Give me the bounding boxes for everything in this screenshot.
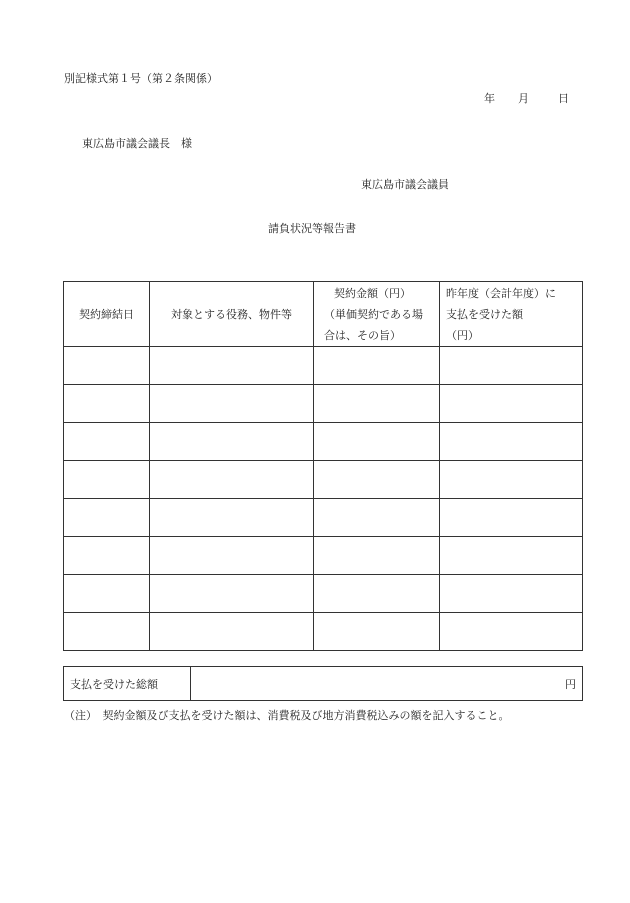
table-row[interactable]	[64, 347, 583, 385]
date-day: 日	[558, 92, 569, 105]
cell-amount[interactable]	[314, 613, 440, 651]
cell-target[interactable]	[150, 385, 314, 423]
cell-target[interactable]	[150, 461, 314, 499]
table-row[interactable]	[64, 613, 583, 651]
table-row[interactable]	[64, 575, 583, 613]
table-row[interactable]	[64, 461, 583, 499]
header-amount	[314, 282, 440, 347]
cell-amount[interactable]	[314, 499, 440, 537]
header-amount-line: （単価契約である場	[324, 307, 423, 321]
cell-target[interactable]	[150, 575, 314, 613]
cell-contract-date[interactable]	[64, 499, 150, 537]
date-year: 年	[484, 92, 495, 105]
addressee: 東広島市議会議長 様	[82, 137, 192, 150]
table-row[interactable]	[64, 499, 583, 537]
cell-contract-date[interactable]	[64, 423, 150, 461]
cell-paid[interactable]	[440, 385, 583, 423]
header-paid-line: （円）	[446, 328, 479, 342]
cell-amount[interactable]	[314, 423, 440, 461]
footnote: （注） 契約金額及び支払を受けた額は、消費税及び地方消費税込みの額を記入すること。	[64, 709, 510, 722]
report-table	[63, 281, 583, 651]
cell-paid[interactable]	[440, 537, 583, 575]
cell-target[interactable]	[150, 347, 314, 385]
header-paid	[440, 282, 583, 347]
table-row[interactable]	[64, 385, 583, 423]
cell-amount[interactable]	[314, 347, 440, 385]
total-unit: 円	[565, 677, 576, 691]
header-paid-line: 支払を受けた額	[446, 307, 523, 321]
cell-paid[interactable]	[440, 499, 583, 537]
cell-paid[interactable]	[440, 347, 583, 385]
cell-paid[interactable]	[440, 575, 583, 613]
document-title: 請負状況等報告書	[268, 222, 356, 235]
cell-paid[interactable]	[440, 613, 583, 651]
cell-contract-date[interactable]	[64, 385, 150, 423]
cell-amount[interactable]	[314, 537, 440, 575]
cell-target[interactable]	[150, 537, 314, 575]
header-paid-line: 昨年度（会計年度）に	[446, 286, 556, 300]
cell-target[interactable]	[150, 613, 314, 651]
cell-contract-date[interactable]	[64, 461, 150, 499]
total-table	[63, 666, 583, 701]
cell-contract-date[interactable]	[64, 537, 150, 575]
cell-amount[interactable]	[314, 575, 440, 613]
date-line	[484, 90, 569, 106]
table-header-row	[64, 282, 583, 347]
form-number: 別記様式第１号（第２条関係）	[64, 72, 218, 85]
cell-target[interactable]	[150, 423, 314, 461]
cell-contract-date[interactable]	[64, 347, 150, 385]
cell-target[interactable]	[150, 499, 314, 537]
sender: 東広島市議会議員	[361, 178, 449, 191]
cell-amount[interactable]	[314, 385, 440, 423]
cell-paid[interactable]	[440, 461, 583, 499]
table-row[interactable]	[64, 537, 583, 575]
cell-contract-date[interactable]	[64, 575, 150, 613]
cell-amount[interactable]	[314, 461, 440, 499]
total-label: 支払を受けた総額	[64, 667, 191, 701]
table-row[interactable]	[64, 423, 583, 461]
header-target: 対象とする役務、物件等	[150, 282, 314, 347]
header-amount-line: 契約金額（円）	[334, 286, 411, 300]
total-row	[64, 667, 583, 701]
total-amount-field[interactable]	[191, 667, 583, 701]
cell-contract-date[interactable]	[64, 613, 150, 651]
date-month: 月	[518, 92, 529, 105]
header-contract-date: 契約締結日	[64, 282, 150, 347]
cell-paid[interactable]	[440, 423, 583, 461]
header-amount-line: 合は、その旨）	[324, 328, 401, 342]
